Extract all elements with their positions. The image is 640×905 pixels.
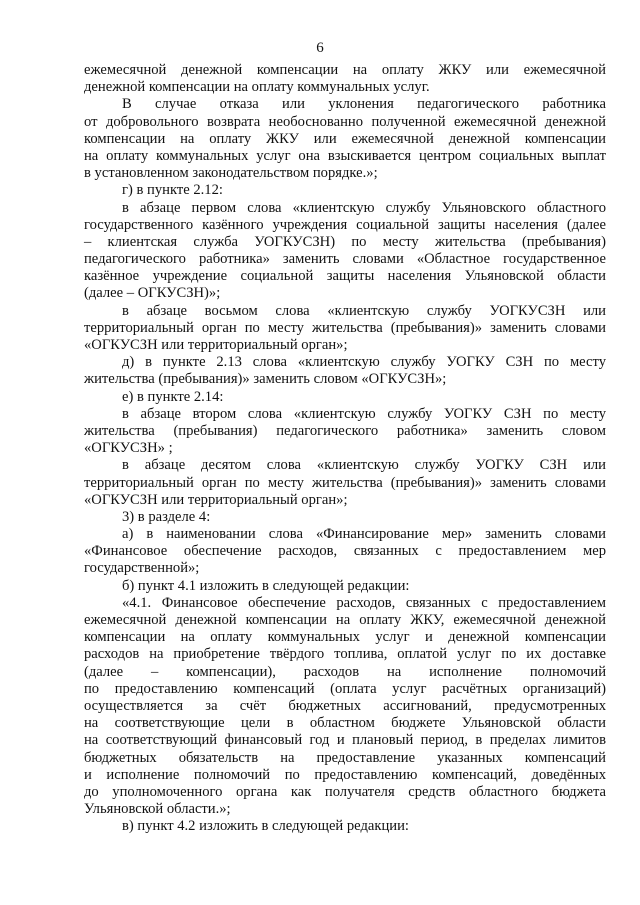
text-line: осуществляется за счёт бюджетных ассигнований, предусмотренных	[84, 697, 606, 714]
text-line: (далее – ОГКУСЗН)»;	[84, 285, 221, 302]
text-line: в установленном законодательством порядке.»;	[84, 165, 378, 182]
text-line: «4.1. Финансовое обеспечение расходов, связанных с предоставлением	[122, 594, 606, 611]
text-line: на соответствующие цели в областном бюджете Ульяновской области	[84, 715, 606, 732]
text-line: на соответствующий финансовый год и плановый период, в пределах лимитов	[84, 732, 606, 749]
text-line: е) в пункте 2.14:	[122, 388, 224, 405]
text-line: казённое учреждение социальной защиты населения Ульяновской области	[84, 268, 606, 285]
text-line: «ОГКУСЗН или территориальный орган»;	[84, 337, 348, 353]
text-line: б) пункт 4.1 изложить в следующей редакции:	[122, 577, 410, 594]
text-line: в абзаце втором слова «клиентскую службу УОГКУ СЗН по месту	[122, 405, 606, 422]
text-line: педагогического работника» заменить словами «Областное государственное	[84, 251, 606, 268]
text-line: д) в пункте 2.13 слова «клиентскую службу УОГКУ СЗН по месту	[122, 354, 606, 371]
text-line: бюджетных обязательств на предоставление указанных компенсаций	[84, 749, 606, 766]
text-line: а) в наименовании слова «Финансирование мер» заменить словами	[122, 526, 606, 543]
document-body	[84, 62, 606, 835]
text-line: жительства (пребывания) педагогического работника» заменить словом	[84, 422, 606, 439]
text-line: территориальный орган по месту жительства (пребывания)» заменить словами	[84, 319, 606, 336]
text-line: г) в пункте 2.12:	[122, 182, 223, 199]
text-line: денежной компенсации на оплату коммунальных услуг.	[84, 79, 430, 96]
text-line: «ОГКУСЗН» ;	[84, 440, 173, 457]
text-line: – клиентская служба УОГКУСЗН) по месту жительства (пребывания)	[84, 233, 606, 250]
text-line: и исполнение полномочий по предоставлению компенсаций, доведённых	[84, 766, 606, 783]
text-line: до уполномоченного органа как получателя средств областного бюджета	[84, 783, 606, 800]
text-line: в) пункт 4.2 изложить в следующей редакции:	[122, 818, 409, 835]
text-line: ежемесячной денежной компенсации на оплату ЖКУ или ежемесячной	[84, 62, 606, 78]
text-line: государственного казённого учреждения социальной защиты населения (далее	[84, 216, 606, 233]
text-line: В случае отказа или уклонения педагогического работника	[122, 96, 606, 113]
text-line: (далее – компенсации), расходов на исполнение полномочий	[84, 663, 606, 680]
text-line: Ульяновской области.»;	[84, 801, 231, 818]
text-line: жительства (пребывания)» заменить словом «ОГКУСЗН»;	[84, 371, 447, 388]
text-line: «Финансовое обеспечение расходов, связанных с предоставлением мер	[84, 543, 606, 560]
text-line: государственной»;	[84, 560, 200, 577]
text-line: территориальный орган по месту жительства (пребывания)» заменить словами	[84, 474, 606, 491]
text-line: компенсации на оплату коммунальных услуг и денежной компенсации	[84, 629, 606, 646]
text-line: по предоставлению компенсаций (оплата услуг расчётных организаций)	[84, 680, 606, 697]
text-line: на оплату коммунальных услуг она взыскивается центром социальных выплат	[84, 147, 606, 164]
text-line: в абзаце десятом слова «клиентскую службу УОГКУ СЗН или	[122, 457, 606, 474]
text-line: от добровольного возврата необоснованно полученной ежемесячной денежной	[84, 113, 606, 130]
text-line: компенсации на оплату ЖКУ или ежемесячной денежной компенсации	[84, 130, 606, 147]
text-line: «ОГКУСЗН или территориальный орган»;	[84, 491, 348, 508]
page-number: 6	[316, 40, 324, 56]
text-line: в абзаце восьмом слова «клиентскую службу УОГКУСЗН или	[122, 302, 606, 319]
text-line: в абзаце первом слова «клиентскую службу Ульяновского областного	[122, 199, 606, 216]
text-line: расходов на приобретение твёрдого топлива, оплатой услуг по их доставке	[84, 646, 606, 663]
text-line: 3) в разделе 4:	[122, 508, 211, 525]
text-line: ежемесячной денежной компенсации на оплату ЖКУ, ежемесячной денежной	[84, 612, 606, 628]
